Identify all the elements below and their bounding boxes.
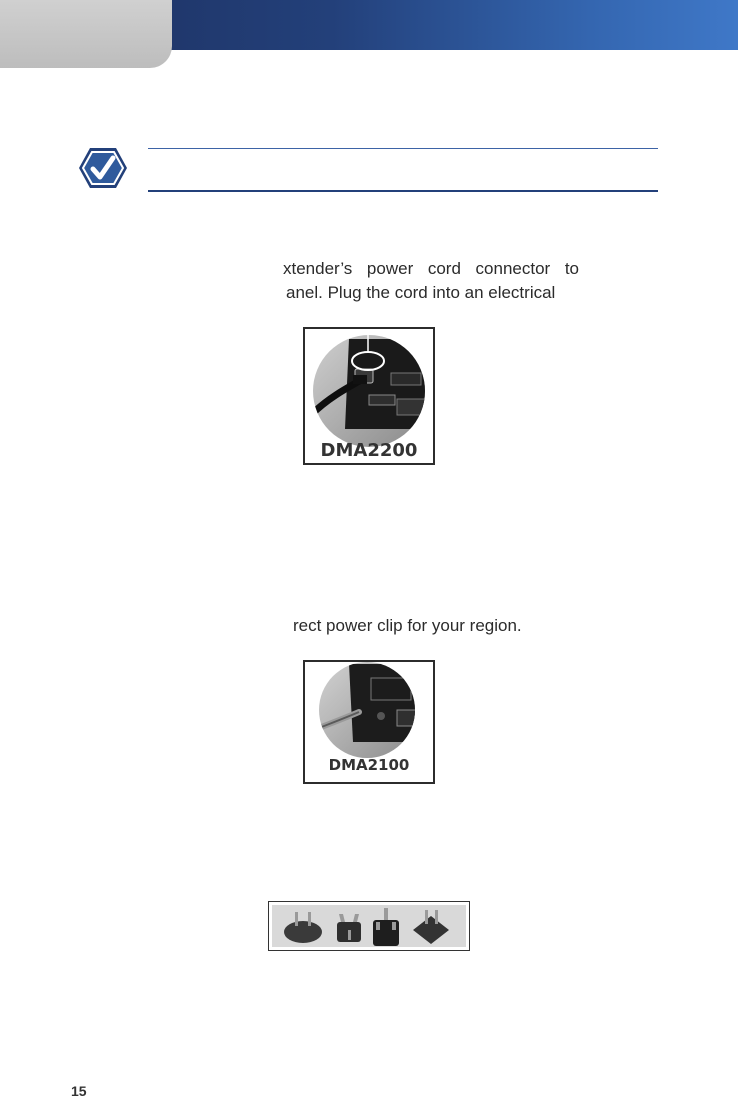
note-rule-top: [148, 148, 658, 149]
power-clips-icon: [269, 902, 469, 950]
dma2100-figure: [303, 660, 435, 784]
body-text-line-3: rect power clip for your region.: [293, 616, 522, 635]
checkmark-note-icon: [78, 146, 128, 190]
body-text-line-2: anel. Plug the cord into an electrical: [286, 283, 556, 302]
dma2200-label: DMA2200: [320, 440, 418, 461]
header-tab: [0, 0, 172, 68]
dma2200-figure: [303, 327, 435, 465]
dma2100-label: DMA2100: [328, 756, 410, 774]
page-number: 15: [71, 1083, 87, 1099]
body-text-line-1: xtender’s power cord connector to: [283, 259, 579, 278]
note-rule-bottom: [148, 190, 658, 192]
power-clips-figure: [268, 901, 470, 951]
